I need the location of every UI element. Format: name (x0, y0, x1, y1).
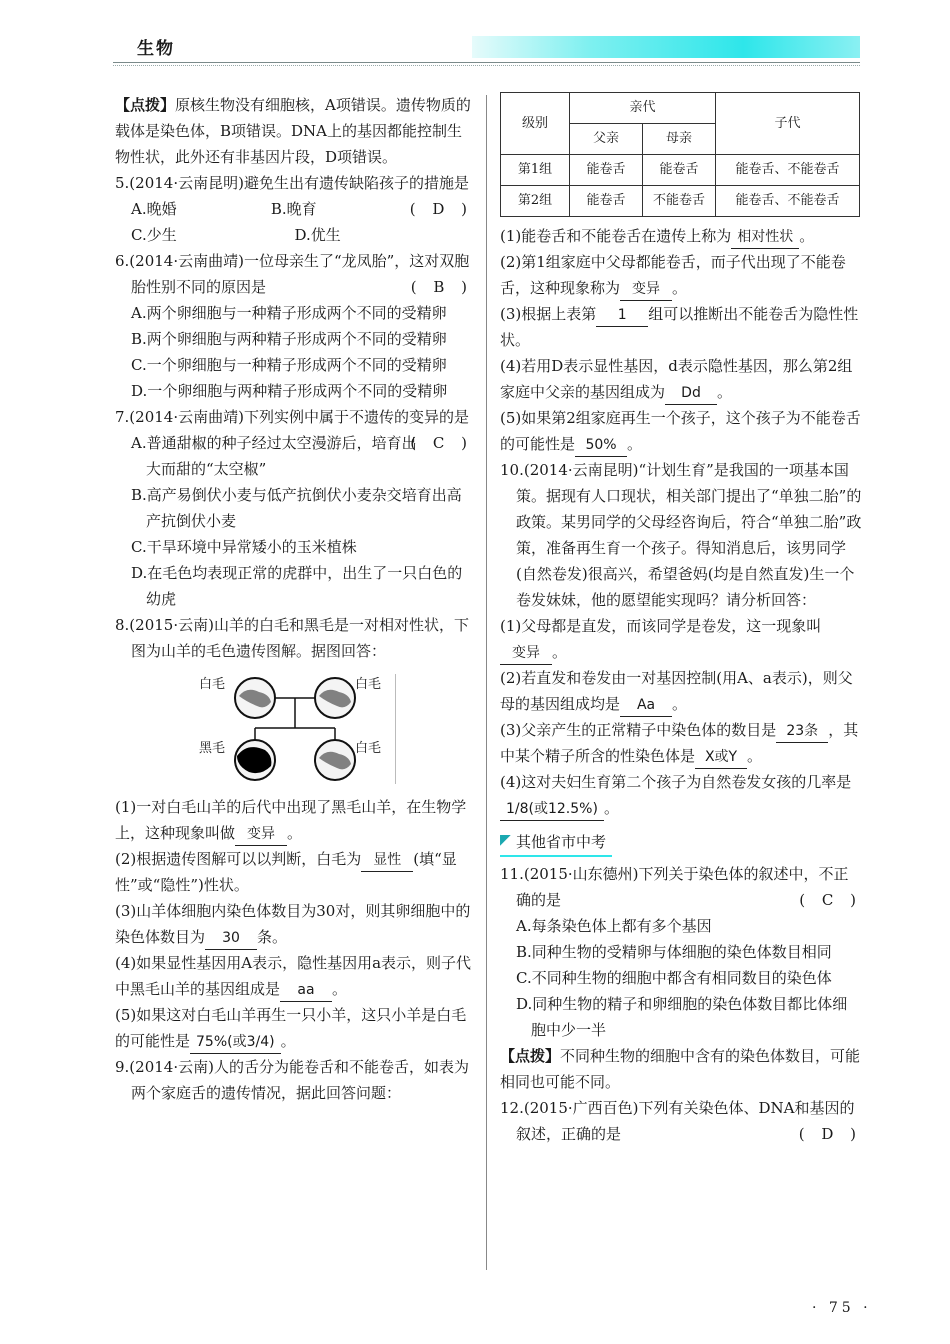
q9-sub-5: (5)如果第2组家庭再生一个孩子，这个孩子为不能卷舌的可能性是 50% 。 (500, 405, 862, 457)
q8-sub-3: (3)山羊体细胞内染色体数目为30对，则其卵细胞中的染色体数目为 30 条。 (115, 898, 473, 950)
q5-option-a: A.晚婚 (131, 200, 177, 218)
q5-options-row1 (130, 196, 426, 222)
q8-answer-1: 变异 (235, 823, 287, 846)
tip-q11 (500, 1043, 862, 1095)
header-rule-dotted (113, 65, 860, 66)
q5-answer: ( D ) (409, 200, 473, 218)
q11-option-c: C.不同种生物的细胞中都含有相同数目的染色体 (516, 969, 832, 987)
left-column (115, 92, 473, 1106)
q7-option-d: D.在毛色均表现正常的虎群中，出生了一只白色的幼虎 (131, 564, 463, 608)
q11-option-a: A.每条染色体上都有多个基因 (516, 917, 712, 935)
pencil-mark-icon: ◤ (500, 832, 511, 848)
label-white-parent-1: 白毛 (199, 677, 226, 692)
page-header (0, 0, 950, 70)
q9-sub-1: (1)能卷舌和不能卷舌在遗传上称为 相对性状 。 (500, 223, 862, 249)
question-12 (500, 1095, 862, 1147)
q9-sub-3: (3)根据上表第 1 组可以推断出不能卷舌为隐性性状。 (500, 305, 859, 349)
tip-label: 【点拨】 (115, 96, 176, 114)
q10-answer-4: 1/8(或12.5%) (500, 798, 604, 821)
q10-answer-3b: X或Y (695, 746, 747, 769)
table-header-child: 子代 (716, 93, 860, 155)
page-number: · 75 · (812, 1300, 872, 1316)
q10-sub-4: (4)这对夫妇生育第二个孩子为自然卷发女孩的几率是1/8(或12.5%) 。 (500, 769, 862, 821)
tip-q4 (115, 92, 473, 170)
label-white-offspring: 白毛 (355, 741, 382, 756)
q5-option-d: D.优生 (294, 226, 341, 244)
q9-sub-4: (4)若用D表示显性基因，d表示隐性基因，那么第2组家庭中父亲的基因组成为 Dd 。 (500, 353, 862, 405)
q7-option-c: C.干旱环境中异常矮小的玉米植株 (131, 538, 357, 556)
q10-sub-2: (2)若直发和卷发由一对基因控制(用A、a表示)，则父母的基因组成均是 Aa 。 (500, 665, 862, 717)
question-11 (500, 861, 862, 913)
q11-option-b: B.同种生物的受精卵与体细胞的染色体数目相同 (516, 943, 832, 961)
q7-option-b: B.高产易倒伏小麦与低产抗倒伏小麦杂交培育出高产抗倒伏小麦 (131, 486, 462, 530)
q12-stem: 12.(2015·广西百色)下列有关染色体、DNA和基因的叙述，正确的是 (500, 1099, 855, 1143)
question-7 (115, 404, 473, 452)
q9-sub-2: (2)第1组家庭中父母都能卷舌，而子代出现了不能卷舌，这种现象称为 变异 。 (500, 249, 862, 301)
q5-option-c: C.少生 (131, 226, 177, 244)
q7-stem: 7.(2014·云南曲靖)下列实例中属于不遗传的变异的是 (115, 408, 469, 426)
q6-option-b: B.两个卵细胞与两种精子形成两个不同的受精卵 (131, 330, 447, 348)
q10-answer-1: 变异 (500, 642, 552, 665)
column-divider (486, 95, 487, 1270)
subject-title: 生物 (137, 39, 175, 59)
q10-answer-3a: 23条 (776, 720, 828, 743)
q10-sub-3: (3)父亲产生的正常精子中染色体的数目是 23条 ，其中某个精子所含的性染色体是 X或Y 。 (500, 717, 862, 769)
question-9: 9.(2014·云南)人的舌分为能卷舌和不能卷舌，如表为两个家庭舌的遗传情况，据此回答问题： (115, 1058, 469, 1102)
question-8: 8.(2015·云南)山羊的白毛和黑毛是一对相对性状，下图为山羊的毛色遗传图解。据图回答： (115, 616, 469, 660)
q9-answer-5: 50% (575, 434, 627, 457)
tip-label: 【点拨】 (500, 1047, 561, 1065)
table-header-parent: 亲代 (570, 93, 716, 124)
q10-answer-2: Aa (620, 694, 672, 717)
q6-stem: 6.(2014·云南曲靖)一位母亲生了“龙凤胎”，这对双胞胎性别不同的原因是 (115, 252, 470, 296)
label-black-offspring: 黑毛 (199, 741, 226, 756)
q6-answer: ( B ) (410, 278, 473, 296)
q7-option-a: A.普通甜椒的种子经过太空漫游后，培育出大而甜的“太空椒” (131, 434, 417, 478)
q10-sub-1: (1)父母都是直发，而该同学是卷发，这一现象叫变异 。 (500, 613, 862, 665)
q5-option-b: B.晚育 (270, 200, 317, 218)
table-header-father: 父亲 (570, 124, 643, 155)
q12-answer: ( D ) (798, 1125, 862, 1143)
q8-answer-2: 显性 (361, 849, 413, 872)
q8-sub-2: (2)根据遗传图解可以以判断，白毛为 显性 (填“显性”或“隐性”)性状。 (115, 850, 457, 894)
q8-sub-4: (4)如果显性基因用A表示，隐性基因用a表示，则子代中黑毛山羊的基因组成是 aa 。 (115, 950, 473, 1002)
table-row: 第1组 能卷舌 能卷舌 能卷舌、不能卷舌 (501, 155, 860, 186)
q11-answer: ( C ) (799, 891, 862, 909)
right-column (500, 92, 862, 1147)
q8-sub-1: (1)一对白毛山羊的后代中出现了黑毛山羊，在生物学上，这种现象叫做 变异 。 (115, 794, 473, 846)
q5-stem: 5.(2014·云南昆明)避免生出有遗传缺陷孩子的措施是 (115, 174, 469, 192)
q9-answer-3: 1 (596, 304, 648, 327)
tongue-rolling-table (500, 92, 860, 217)
header-rule (113, 62, 860, 63)
label-white-parent-2: 白毛 (355, 677, 382, 692)
q9-answer-2: 变异 (620, 278, 672, 301)
q8-sub-5: (5)如果这对白毛山羊再生一只小羊，这只小羊是白毛的可能性是 75%(或3/4) 。 (115, 1002, 473, 1054)
table-header-mother: 母亲 (643, 124, 716, 155)
q7-answer: ( C ) (410, 434, 473, 452)
header-color-bar (472, 36, 860, 58)
table-row: 第2组 能卷舌 不能卷舌 能卷舌、不能卷舌 (501, 186, 860, 217)
q11-option-d: D.同种生物的精子和卵细胞的染色体数目都比体细胞中少一半 (516, 995, 848, 1039)
section-heading: ◤ 其他省市中考 (500, 829, 612, 857)
question-10: 10.(2014·云南昆明)“计划生育”是我国的一项基本国策。据现有人口现状，相关部门提出了“单独二胎”的政策。某男同学的父母经咨询后，符合“单独二胎”政策，准备再生育一个孩子。得知消息后，该男同学(自然卷发)很高兴，希望爸妈(均是自然直发)生一个卷发妹妹，他的愿望能实现吗？请分析回答： (500, 461, 862, 609)
q11-stem: 11.(2015·山东德州)下列关于染色体的叙述中，不正确的是 (500, 865, 849, 909)
q8-answer-5: 75%(或3/4) (190, 1031, 281, 1054)
q6-option-d: D.一个卵细胞与两种精子形成两个不同的受精卵 (131, 382, 448, 400)
q8-answer-4: aa (280, 979, 332, 1002)
question-6 (115, 248, 473, 300)
tip-text: 原核生物没有细胞核，A项错误。遗传物质的载体是染色体，B项错误。DNA上的基因都能控制生物性状，此外还有非基因片段，D项错误。 (115, 96, 471, 166)
q6-option-c: C.一个卵细胞与一种精子形成两个不同的受精卵 (131, 356, 447, 374)
q9-answer-4: Dd (665, 382, 717, 405)
q5-options-row2 (130, 222, 473, 248)
q8-answer-3: 30 (205, 927, 257, 950)
q9-answer-1: 相对性状 (731, 226, 799, 249)
tip-text: 不同种生物的细胞中含有的染色体数目，可能相同也可能不同。 (500, 1047, 861, 1091)
q6-option-a: A.两个卵细胞与一种精子形成两个不同的受精卵 (131, 304, 447, 322)
goat-inheritance-figure (199, 674, 395, 784)
table-header-group: 级别 (501, 93, 570, 155)
